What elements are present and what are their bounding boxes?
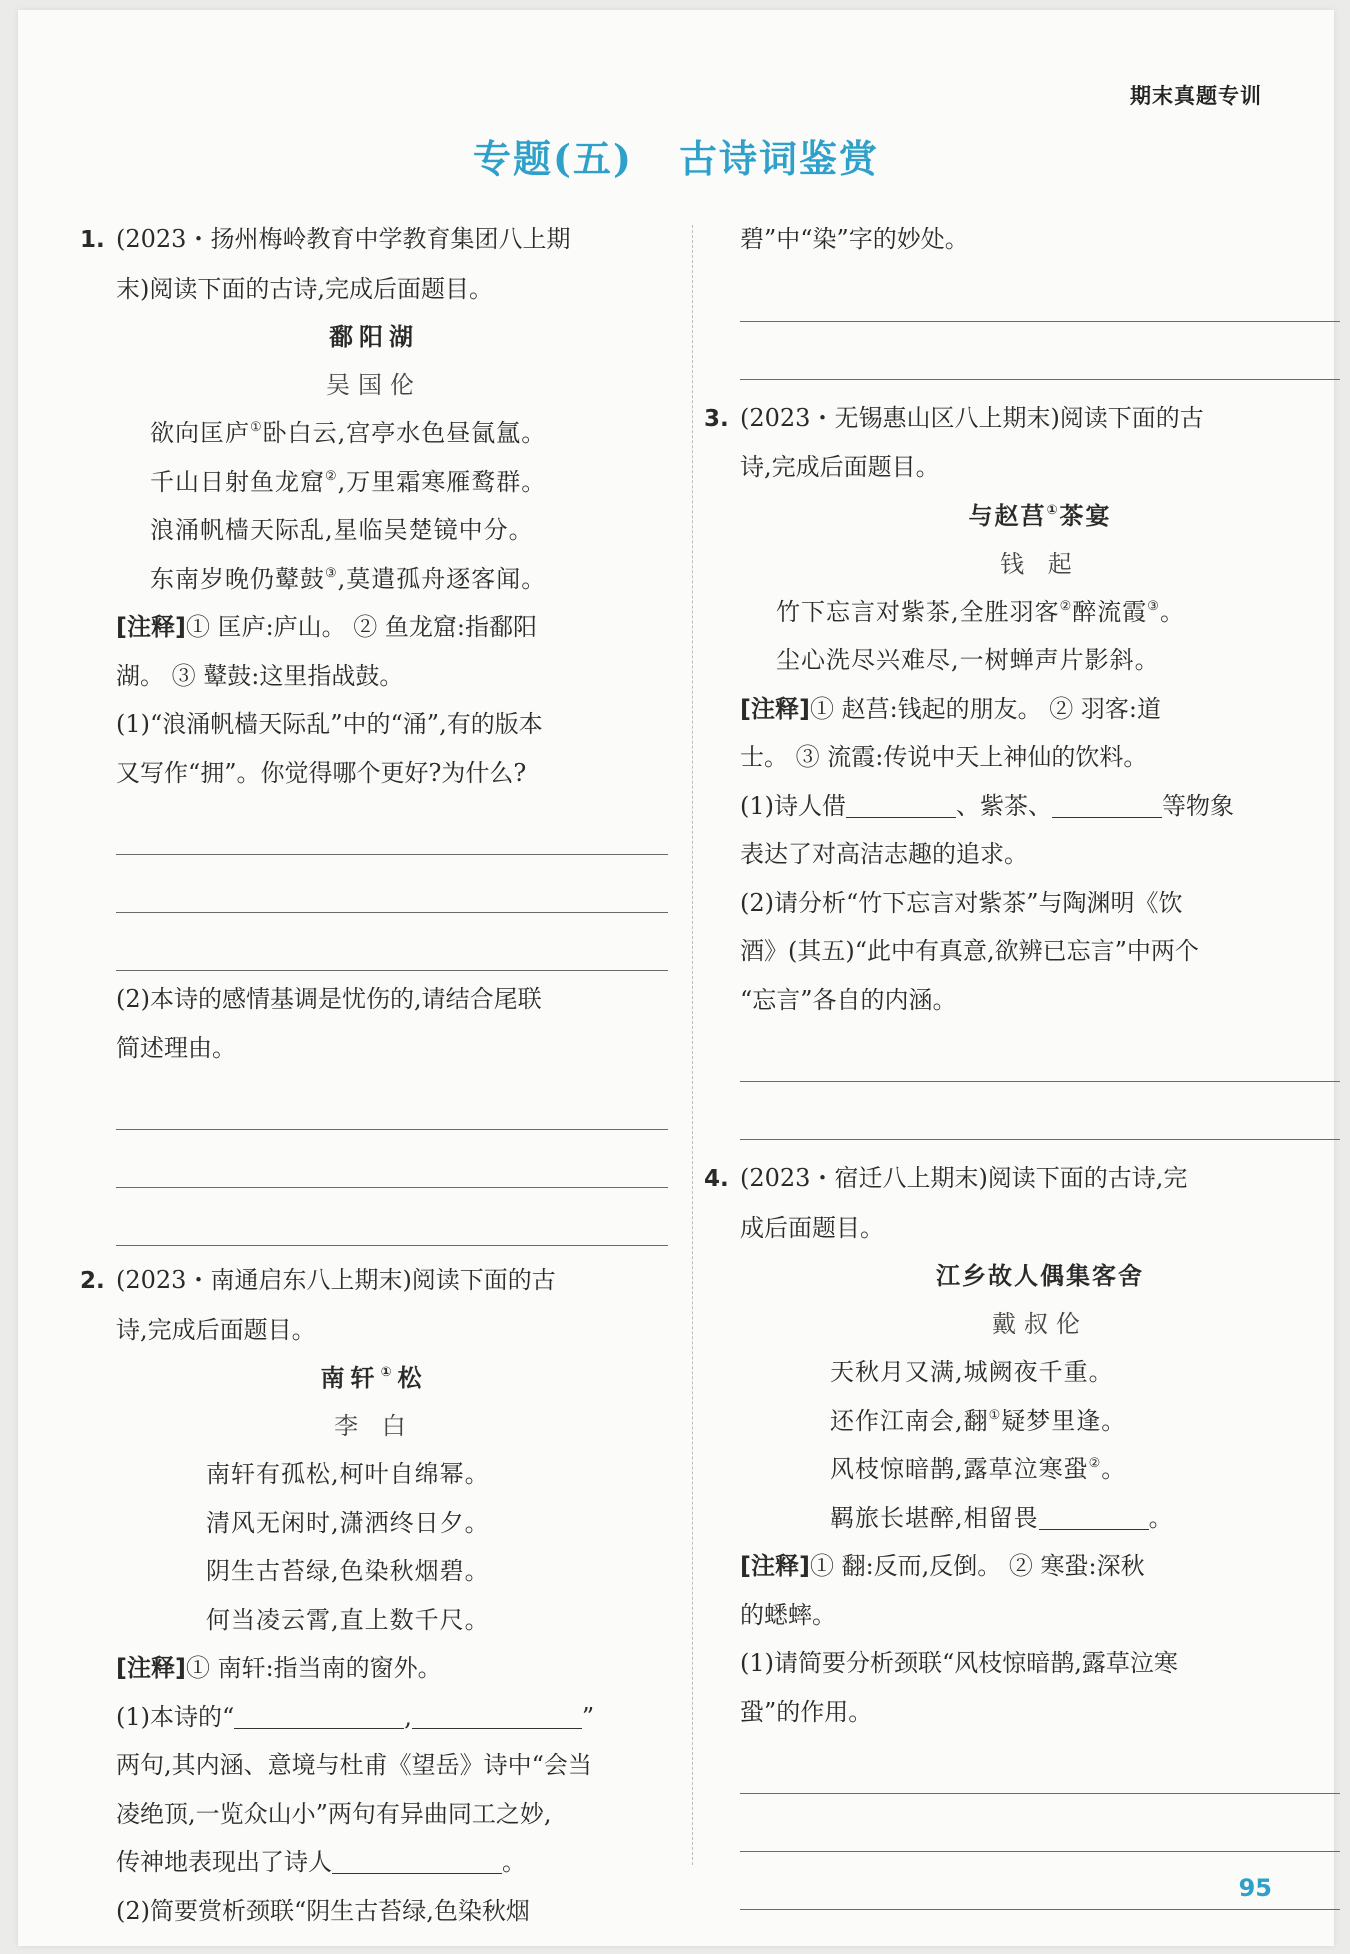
sub-question: 又写作“拥”。你觉得哪个更好?为什么? [116,758,527,787]
page-number: 95 [1238,1874,1272,1902]
annotation: [注释]① 南轩:指当南的窗外。 [116,1654,442,1682]
right-column [704,215,1340,1910]
answer-line[interactable] [116,797,668,855]
poem-verse: 南轩有孤松,柯叶自绵幂。 [206,1460,490,1488]
annotation: [注释]① 匡庐:庐山。 ② 鱼龙窟:指鄱阳 [116,613,537,641]
left-column [80,215,668,1935]
answer-line[interactable] [116,1188,668,1246]
answer-line[interactable] [116,1072,668,1130]
poem-verse: 何当凌云霄,直上数千尺。 [206,1605,490,1634]
fill-blank[interactable] [332,1847,502,1874]
answer-line[interactable] [116,1130,668,1188]
question-intro: 诗,完成后面题目。 [740,453,940,481]
annotation-tag: [注释] [740,1552,810,1580]
poem-verse: 浪涌帆樯天际乱,星临吴楚镜中分。 [150,516,534,544]
sub-question: (2)简要赏析颈联“阴生古苔绿,色染秋烟 [116,1896,530,1925]
fill-blank[interactable] [846,791,956,818]
poem-verse: 风枝惊暗鹊,露草泣寒蛩②。 [830,1455,1127,1483]
poem-author: 钱 起 [1000,549,1080,578]
page-title [18,128,1334,183]
poem-verse: 还作江南会,翻①疑梦里逢。 [830,1406,1127,1435]
poem-title: 南轩①松 [320,1364,428,1392]
answer-line[interactable] [740,1082,1340,1140]
sub-question: (1)“浪涌帆樯天际乱”中的“涌”,有的版本 [116,710,543,738]
sub-question: (1)诗人借 、紫茶、 等物象 [740,791,1234,820]
sub-question: 碧”中“染”字的妙处。 [740,225,969,253]
poem-verse: 欲向匡庐①卧白云,宫亭水色昼氤氲。 [150,419,547,447]
running-head: 期末真题专训 [1130,84,1262,108]
poem-verse: 竹下忘言对紫茶,全胜羽客②醉流霞③。 [776,597,1185,626]
fill-blank[interactable] [1039,1503,1149,1530]
annotation: 的蟋蟀。 [740,1600,836,1629]
answer-line[interactable] [740,264,1340,322]
poem-author: 李 白 [334,1412,414,1440]
question-intro: 末)阅读下面的古诗,完成后面题目。 [116,274,493,303]
sub-question: 传神地表现出了诗人 。 [116,1848,526,1876]
fill-blank[interactable] [412,1702,582,1729]
poem-author: 戴叔伦 [992,1310,1088,1338]
answer-line[interactable] [740,322,1340,380]
question-number: 3. [704,405,729,432]
annotation-tag: [注释] [116,613,186,641]
question-number: 1. [80,227,105,253]
sub-question: 两句,其内涵、意境与杜甫《望岳》诗中“会当 [116,1751,592,1779]
sub-question: 酒》(其五)“此中有真意,欲辨已忘言”中两个 [740,937,1199,965]
poem-verse: 羁旅长堪醉,相留畏 。 [830,1503,1174,1532]
poem-verse: 千山日射鱼龙窟②,万里霜寒雁鹜群。 [150,467,547,496]
sub-question: 凌绝顶,一览众山小”两句有异曲同工之妙, [116,1799,552,1828]
sub-question: (1)请简要分析颈联“风枝惊暗鹊,露草泣寒 [740,1649,1178,1677]
poem-verse: 清风无闲时,潇洒终日夕。 [206,1508,490,1537]
fill-blank[interactable] [234,1702,404,1729]
annotation: 湖。 ③ 鼙鼓:这里指战鼓。 [116,661,404,690]
sub-question: 表达了对高洁志趣的追求。 [740,840,1028,868]
question-intro: 成后面题目。 [740,1213,884,1242]
answer-line[interactable] [740,1794,1340,1852]
annotation: [注释]① 翻:反而,反倒。 ② 寒蛩:深秋 [740,1552,1145,1580]
answer-line[interactable] [116,855,668,913]
poem-verse: 阴生古苔绿,色染秋烟碧。 [206,1557,490,1585]
annotation-tag: [注释] [740,694,810,723]
question-3 [704,394,1340,1141]
question-2 [80,1256,668,1935]
question-1 [80,215,668,1246]
question-intro: (2023・无锡惠山区八上期末)阅读下面的古 [740,403,1204,432]
poem-title: 与赵莒①茶宴 [968,501,1112,530]
poem-verse: 东南岁晚仍鼙鼓③,莫遣孤舟逐客闻。 [150,564,547,593]
poem-verse: 尘心洗尽兴难尽,一树蝉声片影斜。 [776,646,1160,674]
annotation: 士。 ③ 流霞:传说中天上神仙的饮料。 [740,743,1148,771]
sub-question: (2)本诗的感情基调是忧伤的,请结合尾联 [116,985,542,1013]
question-4 [704,1154,1340,1910]
sub-question: “忘言”各自的内涵。 [740,985,957,1014]
page-title-part2: 古诗词鉴赏 [678,136,879,181]
answer-line[interactable] [740,1024,1340,1082]
question-intro: (2023・宿迁八上期末)阅读下面的古诗,完 [740,1164,1188,1192]
sub-question: 简述理由。 [116,1033,236,1062]
page-title-part1: 专题(五) [473,136,633,181]
page [18,10,1334,1946]
answer-line[interactable] [116,913,668,971]
question-number: 4. [704,1166,729,1192]
annotation: [注释]① 赵莒:钱起的朋友。 ② 羽客:道 [740,694,1161,723]
poem-title: 江乡故人偶集客舍 [936,1262,1144,1290]
poem-author: 吴国伦 [326,371,422,399]
sub-question: (1)本诗的“ , ” [116,1702,595,1731]
fill-blank[interactable] [1052,791,1162,818]
question-intro: 诗,完成后面题目。 [116,1315,316,1344]
question-intro: (2023・扬州梅岭教育中学教育集团八上期 [116,225,571,253]
column-divider [692,225,693,1865]
sub-question: (2)请分析“竹下忘言对紫茶”与陶渊明《饮 [740,888,1183,917]
sub-question: 蛩”的作用。 [740,1697,873,1726]
question-number: 2. [80,1268,105,1294]
annotation-tag: [注释] [116,1654,186,1682]
answer-line[interactable] [740,1736,1340,1794]
poem-title: 鄱阳湖 [329,323,419,351]
poem-verse: 天秋月又满,城阙夜千重。 [830,1358,1114,1386]
question-intro: (2023・南通启东八上期末)阅读下面的古 [116,1266,556,1294]
